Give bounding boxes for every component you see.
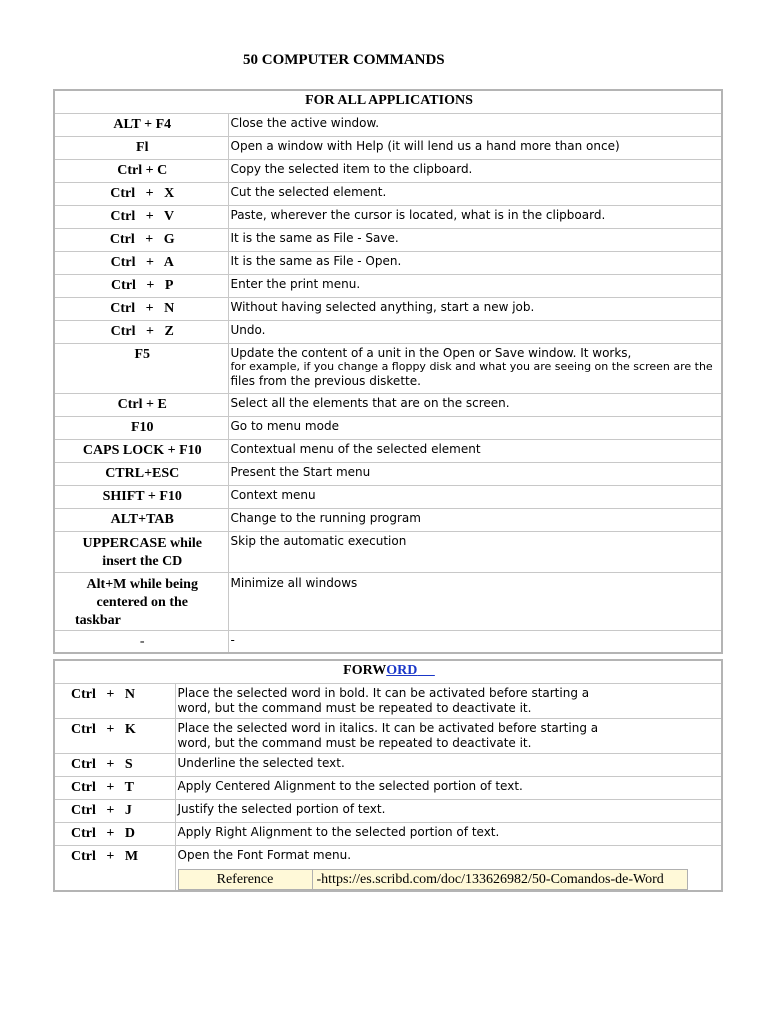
reference-url[interactable]: -https://es.scribd.com/doc/133626982/50-Comandos-de-Word xyxy=(312,869,687,889)
table-row: CTRL+ESC Present the Start menu xyxy=(54,462,722,485)
table-row: Fl Open a window with Help (it will lend us a hand more than once) xyxy=(54,136,722,159)
section-heading: FORWORD xyxy=(54,660,722,683)
reference-box xyxy=(178,869,688,890)
reference-label: Reference xyxy=(178,869,312,889)
table-row: - - xyxy=(54,630,722,653)
table-row: Ctrl + N Place the selected word in bold. It can be activated before starting a word, but the command must be repeated to deactivate it. xyxy=(54,683,722,718)
table-row: ALT+TAB Change to the running program xyxy=(54,508,722,531)
table-row: Alt+M while being centered on the taskbar Minimize all windows xyxy=(54,572,722,630)
table-row: Ctrl + P Enter the print menu. xyxy=(54,274,722,297)
table-row: Ctrl + J Justify the selected portion of text. xyxy=(54,799,722,822)
table-row: Ctrl + V Paste, wherever the cursor is located, what is in the clipboard. xyxy=(54,205,722,228)
table-row: UPPERCASE while insert the CD Skip the automatic execution xyxy=(54,531,722,572)
table-row: Ctrl + X Cut the selected element. xyxy=(54,182,722,205)
all-applications-table xyxy=(53,89,723,654)
table-row: Ctrl + D Apply Right Alignment to the selected portion of text. xyxy=(54,822,722,845)
table-row: Ctrl + Z Undo. xyxy=(54,320,722,343)
table-row: Ctrl + T Apply Centered Alignment to the selected portion of text. xyxy=(54,776,722,799)
table-row: Ctrl + G It is the same as File - Save. xyxy=(54,228,722,251)
word-link[interactable]: ORD xyxy=(386,663,418,678)
table-row: ALT + F4 Close the active window. xyxy=(54,113,722,136)
table-row: Ctrl + K Place the selected word in italics. It can be activated before starting a word, but the command must be repeated to deactivate it. xyxy=(54,718,722,753)
table-row: F5 Update the content of a unit in the Open or Save window. It works, for example, if you change a floppy disk and what you are seeing on the screen are the files from the previous diskette. xyxy=(54,343,722,393)
table-row: F10 Go to menu mode xyxy=(54,416,722,439)
table-row: CAPS LOCK + F10 Contextual menu of the selected element xyxy=(54,439,722,462)
table-row: Ctrl + S Underline the selected text. xyxy=(54,753,722,776)
table-row: Ctrl + E Select all the elements that are on the screen. xyxy=(54,393,722,416)
word-table xyxy=(53,659,723,892)
table-row: Ctrl + C Copy the selected item to the clipboard. xyxy=(54,159,722,182)
page-title: 50 COMPUTER COMMANDS xyxy=(243,52,445,68)
section-heading: FOR ALL APPLICATIONS xyxy=(54,90,722,113)
table-row: SHIFT + F10 Context menu xyxy=(54,485,722,508)
table-row: Ctrl + N Without having selected anything, start a new job. xyxy=(54,297,722,320)
table-row: Ctrl + M Open the Font Format menu. Reference -https://es.scribd.com/doc/133626982/50-Comandos-de-Word xyxy=(54,845,722,891)
table-row: Ctrl + A It is the same as File - Open. xyxy=(54,251,722,274)
